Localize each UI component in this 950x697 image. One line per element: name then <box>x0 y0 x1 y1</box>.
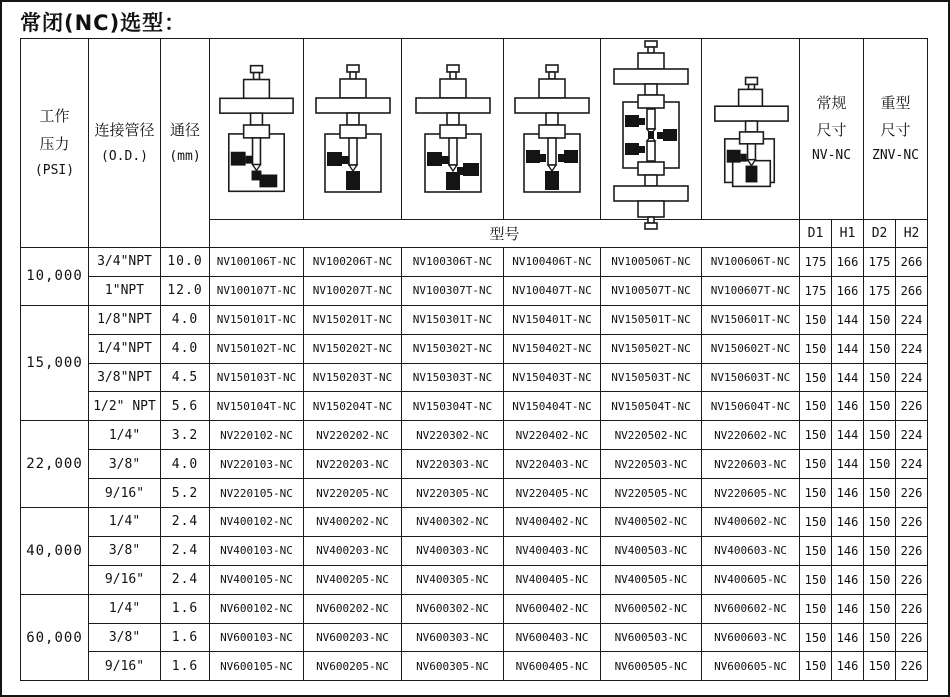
model-cell: NV600405-NC <box>504 652 601 681</box>
od-cell: 1/4" <box>89 508 161 537</box>
valve-diagram-6 <box>702 39 800 220</box>
od-cell: 3/8" <box>89 536 161 565</box>
bore-cell: 4.0 <box>161 450 210 479</box>
dim-cell: 224 <box>896 450 928 479</box>
bore-cell: 4.0 <box>161 305 210 334</box>
pressure-cell: 40,000 <box>21 508 89 595</box>
od-cell: 1/4" <box>89 421 161 450</box>
dim-cell: 150 <box>800 363 832 392</box>
dim-cell: 146 <box>832 536 864 565</box>
dim-cell: 144 <box>832 334 864 363</box>
dim-cell: 146 <box>832 479 864 508</box>
model-cell: NV150201T-NC <box>304 305 402 334</box>
table-row <box>21 392 928 421</box>
model-cell: NV600403-NC <box>504 623 601 652</box>
model-cell: NV100607T-NC <box>702 276 800 305</box>
pressure-cell: 22,000 <box>21 421 89 508</box>
dim-cell: 150 <box>800 508 832 537</box>
header-regular-line2: 尺寸 <box>816 122 847 140</box>
table-row <box>21 334 928 363</box>
dim-cell: 150 <box>864 450 896 479</box>
model-cell: NV220405-NC <box>504 479 601 508</box>
model-cell: NV100306T-NC <box>402 248 504 277</box>
table-row <box>21 276 928 305</box>
header-heavy-line2: 尺寸 <box>880 122 911 140</box>
model-cell: NV220503-NC <box>601 450 702 479</box>
table-row <box>21 421 928 450</box>
model-cell: NV220102-NC <box>210 421 304 450</box>
model-cell: NV220605-NC <box>702 479 800 508</box>
header-heavy-code: ZNV-NC <box>872 148 919 164</box>
dim-cell: 150 <box>864 363 896 392</box>
header-connection-od-line1: 连接管径 <box>94 122 155 140</box>
model-cell: NV400202-NC <box>304 508 402 537</box>
model-cell: NV150604T-NC <box>702 392 800 421</box>
valve-diagram-5 <box>601 39 702 220</box>
od-cell: 9/16" <box>89 479 161 508</box>
model-cell: NV400105-NC <box>210 565 304 594</box>
bore-cell: 1.6 <box>161 652 210 681</box>
valve-3way-tee-icon <box>505 39 599 216</box>
header-working-pressure <box>21 39 89 248</box>
dim-cell: 266 <box>896 276 928 305</box>
dim-cell: 150 <box>864 508 896 537</box>
model-cell: NV600505-NC <box>601 652 702 681</box>
table-row <box>21 565 928 594</box>
model-cell: NV220403-NC <box>504 450 601 479</box>
od-cell: 3/8"NPT <box>89 363 161 392</box>
model-cell: NV150104T-NC <box>210 392 304 421</box>
valve-diagram-2 <box>304 39 402 220</box>
model-cell: NV400503-NC <box>601 536 702 565</box>
od-cell: 9/16" <box>89 565 161 594</box>
bore-cell: 5.2 <box>161 479 210 508</box>
dim-cell: 150 <box>864 479 896 508</box>
dim-cell: 175 <box>864 248 896 277</box>
od-cell: 3/8" <box>89 450 161 479</box>
dim-cell: 144 <box>832 450 864 479</box>
dim-cell: 146 <box>832 392 864 421</box>
model-cell: NV100107T-NC <box>210 276 304 305</box>
bore-cell: 2.4 <box>161 565 210 594</box>
model-cell: NV220305-NC <box>402 479 504 508</box>
valve-double-stem-icon <box>604 39 698 235</box>
header-heavy-line1: 重型 <box>880 95 911 113</box>
dim-cell: 224 <box>896 305 928 334</box>
dim-cell: 166 <box>832 276 864 305</box>
valve-diagram-4 <box>504 39 601 220</box>
dim-cell: 226 <box>896 565 928 594</box>
dim-cell: 175 <box>800 276 832 305</box>
model-cell: NV400203-NC <box>304 536 402 565</box>
header-bore <box>161 39 210 248</box>
model-cell: NV100106T-NC <box>210 248 304 277</box>
dim-cell: 144 <box>832 363 864 392</box>
dim-cell: 150 <box>800 450 832 479</box>
selection-table <box>20 38 928 681</box>
bore-cell: 5.6 <box>161 392 210 421</box>
model-cell: NV400303-NC <box>402 536 504 565</box>
model-cell: NV220203-NC <box>304 450 402 479</box>
bore-cell: 10.0 <box>161 248 210 277</box>
dim-cell: 144 <box>832 421 864 450</box>
dim-cell: 150 <box>864 652 896 681</box>
model-cell: NV600402-NC <box>504 594 601 623</box>
dim-cell: 150 <box>800 652 832 681</box>
header-working-pressure-unit: (PSI) <box>34 162 75 178</box>
model-cell: NV400302-NC <box>402 508 504 537</box>
dim-cell: 150 <box>864 421 896 450</box>
model-cell: NV100506T-NC <box>601 248 702 277</box>
dim-cell: 146 <box>832 652 864 681</box>
model-cell: NV100406T-NC <box>504 248 601 277</box>
model-cell: NV400602-NC <box>702 508 800 537</box>
dim-cell: 150 <box>864 536 896 565</box>
model-cell: NV150303T-NC <box>402 363 504 392</box>
model-cell: NV150202T-NC <box>304 334 402 363</box>
table-row <box>21 623 928 652</box>
header-dim-h1: H1 <box>832 220 864 248</box>
dim-cell: 226 <box>896 623 928 652</box>
model-cell: NV600302-NC <box>402 594 504 623</box>
header-row-top <box>21 39 928 220</box>
model-cell: NV400502-NC <box>601 508 702 537</box>
dim-cell: 150 <box>800 305 832 334</box>
table-row <box>21 594 928 623</box>
dim-cell: 146 <box>832 565 864 594</box>
table-row <box>21 248 928 277</box>
model-cell: NV220505-NC <box>601 479 702 508</box>
header-regular-line1: 常规 <box>816 95 847 113</box>
model-cell: NV150403T-NC <box>504 363 601 392</box>
od-cell: 1/8"NPT <box>89 305 161 334</box>
header-dim-d2: D2 <box>864 220 896 248</box>
model-cell: NV600502-NC <box>601 594 702 623</box>
header-model: 型号 <box>210 220 800 248</box>
dim-cell: 226 <box>896 536 928 565</box>
dim-cell: 226 <box>896 508 928 537</box>
bore-cell: 4.5 <box>161 363 210 392</box>
model-cell: NV220205-NC <box>304 479 402 508</box>
model-cell: NV220402-NC <box>504 421 601 450</box>
model-cell: NV600102-NC <box>210 594 304 623</box>
model-cell: NV220202-NC <box>304 421 402 450</box>
dim-cell: 150 <box>800 565 832 594</box>
header-working-pressure-line1: 工作 <box>39 108 70 126</box>
model-cell: NV100606T-NC <box>702 248 800 277</box>
dim-cell: 150 <box>800 392 832 421</box>
model-cell: NV100206T-NC <box>304 248 402 277</box>
model-cell: NV150502T-NC <box>601 334 702 363</box>
dim-cell: 226 <box>896 392 928 421</box>
model-cell: NV600202-NC <box>304 594 402 623</box>
page-title: 常闭(NC)选型： <box>20 11 187 35</box>
dim-cell: 175 <box>864 276 896 305</box>
dim-cell: 146 <box>832 594 864 623</box>
valve-diagram-1 <box>210 39 304 220</box>
model-cell: NV600205-NC <box>304 652 402 681</box>
dim-cell: 150 <box>864 392 896 421</box>
model-cell: NV150103T-NC <box>210 363 304 392</box>
dim-cell: 150 <box>864 565 896 594</box>
model-cell: NV220103-NC <box>210 450 304 479</box>
dim-cell: 150 <box>800 623 832 652</box>
dim-cell: 150 <box>864 623 896 652</box>
bore-cell: 3.2 <box>161 421 210 450</box>
valve-2way-angle-icon <box>210 39 303 216</box>
pressure-cell: 15,000 <box>21 305 89 421</box>
dim-cell: 226 <box>896 652 928 681</box>
model-cell: NV150304T-NC <box>402 392 504 421</box>
model-cell: NV150504T-NC <box>601 392 702 421</box>
model-cell: NV100207T-NC <box>304 276 402 305</box>
model-cell: NV100507T-NC <box>601 276 702 305</box>
dim-cell: 175 <box>800 248 832 277</box>
model-cell: NV150601T-NC <box>702 305 800 334</box>
model-cell: NV150101T-NC <box>210 305 304 334</box>
dim-cell: 150 <box>800 594 832 623</box>
model-cell: NV400103-NC <box>210 536 304 565</box>
model-cell: NV600203-NC <box>304 623 402 652</box>
dim-cell: 150 <box>800 421 832 450</box>
dim-cell: 150 <box>800 334 832 363</box>
model-cell: NV150402T-NC <box>504 334 601 363</box>
model-cell: NV400305-NC <box>402 565 504 594</box>
model-cell: NV220303-NC <box>402 450 504 479</box>
bore-cell: 12.0 <box>161 276 210 305</box>
model-cell: NV400405-NC <box>504 565 601 594</box>
model-cell: NV150301T-NC <box>402 305 504 334</box>
model-cell: NV150603T-NC <box>702 363 800 392</box>
table-row <box>21 305 928 334</box>
dim-cell: 150 <box>864 594 896 623</box>
dim-cell: 224 <box>896 421 928 450</box>
header-dim-h2: H2 <box>896 220 928 248</box>
od-cell: 9/16" <box>89 652 161 681</box>
bore-cell: 2.4 <box>161 508 210 537</box>
model-cell: NV600103-NC <box>210 623 304 652</box>
dim-cell: 144 <box>832 305 864 334</box>
header-working-pressure-line2: 压力 <box>39 135 70 153</box>
model-cell: NV150204T-NC <box>304 392 402 421</box>
model-cell: NV400603-NC <box>702 536 800 565</box>
model-cell: NV100407T-NC <box>504 276 601 305</box>
model-cell: NV600605-NC <box>702 652 800 681</box>
model-cell: NV150102T-NC <box>210 334 304 363</box>
bore-cell: 1.6 <box>161 594 210 623</box>
table-row <box>21 450 928 479</box>
dim-cell: 146 <box>832 508 864 537</box>
model-cell: NV150602T-NC <box>702 334 800 363</box>
bore-cell: 4.0 <box>161 334 210 363</box>
valve-3way-angle-icon <box>406 39 500 216</box>
bore-cell: 1.6 <box>161 623 210 652</box>
dim-cell: 226 <box>896 594 928 623</box>
model-cell: NV220502-NC <box>601 421 702 450</box>
header-heavy-size <box>864 39 928 220</box>
header-dim-d1: D1 <box>800 220 832 248</box>
dim-cell: 150 <box>800 536 832 565</box>
header-bore-line1: 通径 <box>169 122 200 140</box>
model-cell: NV400402-NC <box>504 508 601 537</box>
dim-cell: 266 <box>896 248 928 277</box>
header-regular-code: NV-NC <box>811 148 852 164</box>
model-cell: NV600602-NC <box>702 594 800 623</box>
dim-cell: 150 <box>864 334 896 363</box>
model-cell: NV150503T-NC <box>601 363 702 392</box>
table-row <box>21 363 928 392</box>
od-cell: 3/8" <box>89 623 161 652</box>
od-cell: 1"NPT <box>89 276 161 305</box>
model-cell: NV400505-NC <box>601 565 702 594</box>
od-cell: 1/2" NPT <box>89 392 161 421</box>
dim-cell: 166 <box>832 248 864 277</box>
od-cell: 3/4"NPT <box>89 248 161 277</box>
header-connection-od-unit: (O.D.) <box>101 148 148 164</box>
dim-cell: 226 <box>896 479 928 508</box>
dim-cell: 224 <box>896 334 928 363</box>
model-cell: NV150404T-NC <box>504 392 601 421</box>
model-cell: NV150501T-NC <box>601 305 702 334</box>
table-row <box>21 536 928 565</box>
dim-cell: 150 <box>864 305 896 334</box>
model-cell: NV600503-NC <box>601 623 702 652</box>
model-cell: NV600303-NC <box>402 623 504 652</box>
model-cell: NV600603-NC <box>702 623 800 652</box>
dim-cell: 146 <box>832 623 864 652</box>
valve-bottom-outlet-icon <box>702 39 799 216</box>
model-cell: NV150401T-NC <box>504 305 601 334</box>
model-cell: NV150302T-NC <box>402 334 504 363</box>
table-row <box>21 508 928 537</box>
table-row <box>21 652 928 681</box>
model-table-body <box>21 248 928 681</box>
model-cell: NV600105-NC <box>210 652 304 681</box>
valve-2way-bottom-icon <box>306 39 400 216</box>
od-cell: 1/4"NPT <box>89 334 161 363</box>
model-cell: NV400102-NC <box>210 508 304 537</box>
valve-diagram-3 <box>402 39 504 220</box>
pressure-cell: 10,000 <box>21 248 89 306</box>
bore-cell: 2.4 <box>161 536 210 565</box>
header-connection-od <box>89 39 161 248</box>
model-cell: NV220302-NC <box>402 421 504 450</box>
model-cell: NV220105-NC <box>210 479 304 508</box>
model-cell: NV400403-NC <box>504 536 601 565</box>
model-cell: NV400205-NC <box>304 565 402 594</box>
model-cell: NV150203T-NC <box>304 363 402 392</box>
dim-cell: 150 <box>800 479 832 508</box>
header-bore-unit: (mm) <box>169 148 201 164</box>
model-cell: NV220602-NC <box>702 421 800 450</box>
pressure-cell: 60,000 <box>21 594 89 681</box>
model-cell: NV400605-NC <box>702 565 800 594</box>
dim-cell: 224 <box>896 363 928 392</box>
header-regular-size <box>800 39 864 220</box>
model-cell: NV220603-NC <box>702 450 800 479</box>
table-row <box>21 479 928 508</box>
model-cell: NV100307T-NC <box>402 276 504 305</box>
od-cell: 1/4" <box>89 594 161 623</box>
model-cell: NV600305-NC <box>402 652 504 681</box>
